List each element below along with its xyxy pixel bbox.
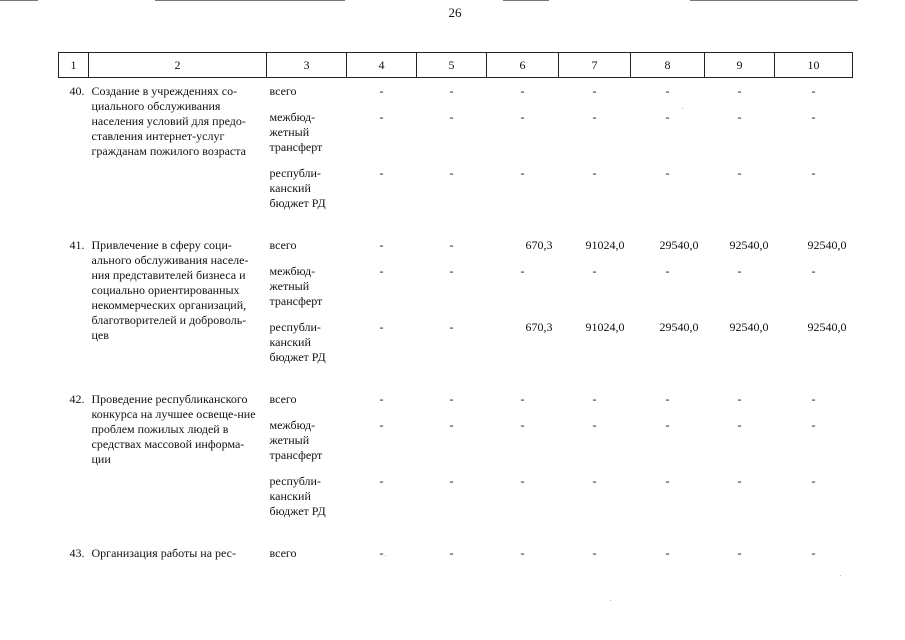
value-cell: -: [379, 166, 384, 180]
funding-source: всего: [269, 546, 297, 560]
value-cell: -: [665, 166, 670, 180]
funding-source: межбюд-жетный трансферт: [269, 110, 323, 154]
top-rule: [155, 0, 345, 1]
value-cell: -: [592, 166, 597, 180]
top-rule: [690, 0, 858, 1]
value-cell: -: [449, 110, 454, 124]
value-cell: -: [379, 418, 384, 432]
value-cell: -: [737, 418, 742, 432]
value-cell: -: [737, 84, 742, 98]
row-spacer: [59, 226, 853, 238]
item-name: Привлечение в сферу соци-ального обслуживания населе-ния представителей бизнеса и социально ориентированных некоммерческих организаций, благотворителей и доброволь-цев: [91, 238, 249, 342]
value-cell: -: [379, 264, 384, 278]
value-cell: 29540,0: [659, 320, 699, 334]
value-cell: 670,3: [525, 320, 553, 334]
value-cell: -: [665, 84, 670, 98]
value-cell: -: [737, 392, 742, 406]
value-cell: -: [449, 166, 454, 180]
value-cell: -: [592, 546, 597, 560]
value-cell: -: [665, 392, 670, 406]
funding-source: всего: [269, 238, 297, 252]
value-cell: -: [665, 474, 670, 488]
column-header: 7: [559, 53, 631, 78]
item-number: 41.: [69, 238, 85, 252]
row-spacer: [59, 380, 853, 392]
scan-speck: [385, 555, 386, 556]
row-spacer: [59, 534, 853, 546]
value-cell: -: [737, 166, 742, 180]
column-header: 3: [267, 53, 347, 78]
value-cell: -: [665, 418, 670, 432]
funding-source: республи-канский бюджет РД: [269, 474, 326, 518]
item-name: Организация работы на рес-: [91, 546, 236, 560]
value-cell: -: [592, 84, 597, 98]
value-cell: -: [592, 392, 597, 406]
value-cell: -: [737, 110, 742, 124]
value-cell: -: [665, 110, 670, 124]
value-cell: 91024,0: [585, 320, 625, 334]
value-cell: -: [449, 320, 454, 334]
value-cell: -: [811, 546, 816, 560]
value-cell: -: [520, 474, 525, 488]
item-number: 40.: [69, 84, 85, 98]
item-name: Проведение республиканского конкурса на лучшее освеще-ние проблем пожилых людей в средствах массовой информа-ции: [91, 392, 256, 466]
top-rule: [0, 0, 38, 1]
value-cell: -: [811, 474, 816, 488]
column-header: 6: [487, 53, 559, 78]
spacer-cell: [59, 226, 853, 238]
column-header: 4: [347, 53, 417, 78]
funding-source: республи-канский бюджет РД: [269, 320, 326, 364]
value-cell: 92540,0: [729, 320, 769, 334]
value-cell: -: [520, 546, 525, 560]
scan-speck: [682, 108, 683, 109]
value-cell: -: [520, 84, 525, 98]
spacer-cell: [59, 534, 853, 546]
value-cell: -: [379, 84, 384, 98]
value-cell: -: [449, 474, 454, 488]
scan-speck: [610, 600, 611, 601]
value-cell: -: [737, 546, 742, 560]
spacer-cell: [59, 380, 853, 392]
item-number: 42.: [69, 392, 85, 406]
value-cell: -: [665, 264, 670, 278]
value-cell: -: [449, 238, 454, 252]
value-cell: -: [379, 392, 384, 406]
value-cell: -: [592, 418, 597, 432]
column-header: 1: [59, 53, 89, 78]
value-cell: -: [811, 110, 816, 124]
value-cell: -: [592, 474, 597, 488]
funding-source: республи-канский бюджет РД: [269, 166, 326, 210]
value-cell: -: [449, 264, 454, 278]
budget-table: [58, 52, 853, 561]
value-cell: -: [811, 166, 816, 180]
table-row: [59, 84, 853, 110]
value-cell: -: [811, 392, 816, 406]
item-number: 43.: [69, 546, 85, 560]
value-cell: 92540,0: [807, 238, 847, 252]
value-cell: -: [811, 264, 816, 278]
value-cell: -: [379, 474, 384, 488]
value-cell: -: [811, 84, 816, 98]
value-cell: 670,3: [525, 238, 553, 252]
funding-source: межбюд-жетный трансферт: [269, 264, 323, 308]
column-header: 2: [89, 53, 267, 78]
scan-speck: [840, 575, 841, 576]
value-cell: -: [379, 238, 384, 252]
value-cell: -: [737, 264, 742, 278]
value-cell: -: [520, 392, 525, 406]
funding-source: всего: [269, 392, 297, 406]
value-cell: -: [449, 418, 454, 432]
table-row: [59, 546, 853, 561]
top-rule: [503, 0, 549, 1]
value-cell: -: [592, 264, 597, 278]
header-row: [59, 53, 853, 78]
value-cell: -: [449, 84, 454, 98]
value-cell: -: [379, 546, 384, 560]
value-cell: -: [592, 110, 597, 124]
funding-source: всего: [269, 84, 297, 98]
value-cell: 91024,0: [585, 238, 625, 252]
value-cell: -: [520, 418, 525, 432]
page-number: 26: [448, 5, 462, 20]
value-cell: -: [379, 320, 384, 334]
table-row: [59, 392, 853, 418]
value-cell: -: [811, 418, 816, 432]
value-cell: -: [520, 264, 525, 278]
funding-source: межбюд-жетный трансферт: [269, 418, 323, 462]
column-header: 5: [417, 53, 487, 78]
value-cell: 29540,0: [659, 238, 699, 252]
value-cell: -: [449, 546, 454, 560]
value-cell: -: [449, 392, 454, 406]
value-cell: -: [520, 110, 525, 124]
value-cell: -: [737, 474, 742, 488]
value-cell: -: [379, 110, 384, 124]
item-name: Создание в учреждениях со-циального обслуживания населения условий для предо-ставления интернет-услуг гражданам пожилого возраста: [91, 84, 246, 158]
value-cell: 92540,0: [729, 238, 769, 252]
column-header: 8: [631, 53, 705, 78]
column-header: 10: [775, 53, 853, 78]
value-cell: -: [665, 546, 670, 560]
value-cell: -: [520, 166, 525, 180]
column-header: 9: [705, 53, 775, 78]
table-row: [59, 238, 853, 264]
value-cell: 92540,0: [807, 320, 847, 334]
